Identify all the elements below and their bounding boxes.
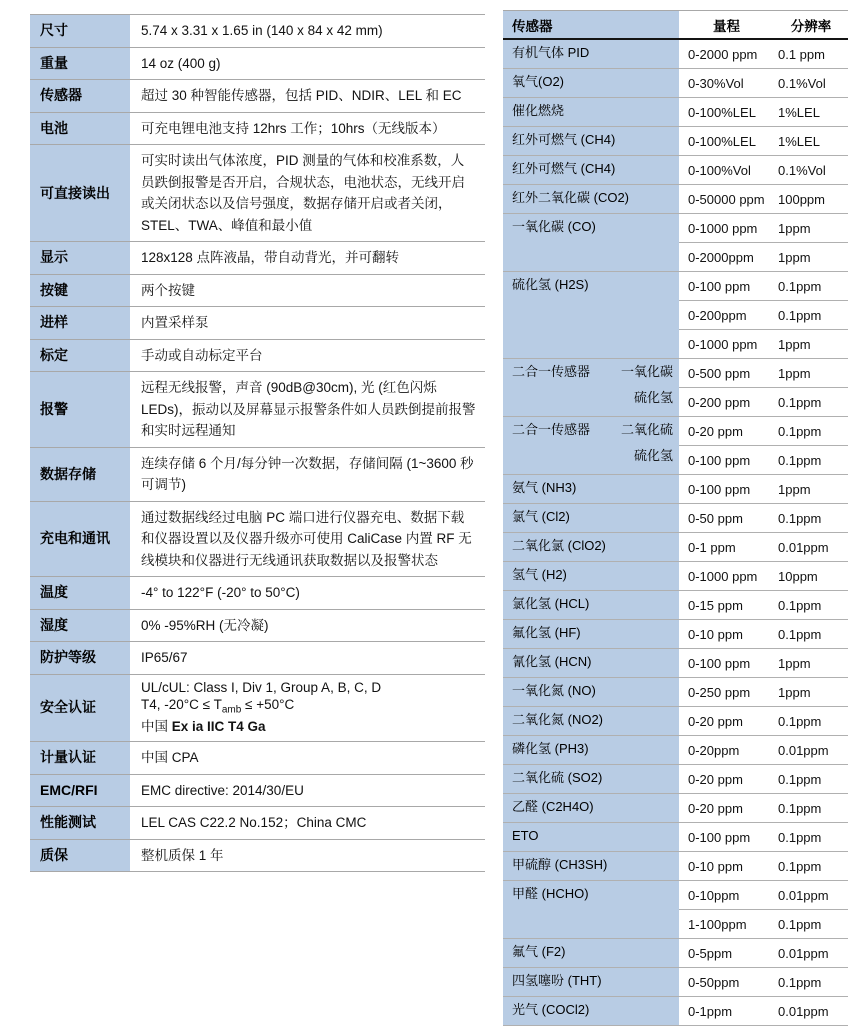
range-value: 0-20ppm [679, 736, 774, 765]
spec-label: 传感器 [30, 80, 130, 113]
sensor-name: 二氧化氯 (ClO2) [503, 533, 679, 562]
range-value: 0-10ppm [679, 881, 774, 910]
range-value: 0-100%LEL [679, 98, 774, 127]
sensor-row [503, 823, 848, 852]
range-value: 0-200ppm [679, 301, 774, 330]
range-value: 0-500 ppm [679, 359, 774, 388]
resolution-value: 1ppm [774, 475, 848, 504]
spec-label: 计量认证 [30, 742, 130, 775]
spec-value: 手动或自动标定平台 [130, 339, 485, 372]
spec-value: 远程无线报警，声音 (90dB@30cm), 光 (红色闪烁 LEDs)，振动以及屏幕显示报警条件如人员跌倒提前报警和实时远程通知 [130, 372, 485, 448]
resolution-value: 10ppm [774, 562, 848, 591]
range-value: 0-10 ppm [679, 620, 774, 649]
sensor-row [503, 533, 848, 562]
resolution-value: 0.01ppm [774, 881, 848, 910]
spec-label: 安全认证 [30, 674, 130, 742]
range-column-header: 量程 [679, 11, 774, 40]
spec-value: UL/cUL: Class I, Div 1, Group A, B, C, D T4, $-20^\circ C \le T_{amb} \le +50^\circ C$ 中国 Ex ia IIC T4 Ga [130, 674, 485, 742]
range-value: 0-10 ppm [679, 852, 774, 881]
spec-label: 报警 [30, 372, 130, 448]
sensor-combo-gas-2: 硫化氢 [633, 448, 673, 463]
sensor-row [503, 359, 848, 388]
range-value: 0-1ppm [679, 997, 774, 1026]
sensor-column-header: 传感器 [503, 11, 679, 40]
sensor-name: 催化燃烧 [503, 98, 679, 127]
range-value: 0-100 ppm [679, 446, 774, 475]
range-value: 0-2000 ppm [679, 39, 774, 69]
resolution-value: 1ppm [774, 649, 848, 678]
range-value: 0-20 ppm [679, 794, 774, 823]
subscript-text: amb [221, 704, 242, 716]
spec-row [30, 242, 485, 275]
sensor-name: 光气 (COCl2) [503, 997, 679, 1026]
resolution-column-header: 分辨率 [774, 11, 848, 40]
spec-value: 两个按键 [130, 274, 485, 307]
spec-row [30, 145, 485, 242]
sensor-name: 甲硫醇 (CH3SH) [503, 852, 679, 881]
spec-value: 14 oz (400 g) [130, 47, 485, 80]
resolution-value: 100ppm [774, 185, 848, 214]
spec-row [30, 577, 485, 610]
spec-value: 中国 CPA [130, 742, 485, 775]
resolution-value: 0.1ppm [774, 388, 848, 417]
sensor-name [503, 417, 679, 475]
sensor-name [503, 359, 679, 417]
resolution-value: 0.1ppm [774, 823, 848, 852]
sensor-row [503, 997, 848, 1026]
spec-row [30, 807, 485, 840]
spec-row [30, 274, 485, 307]
range-value: 0-50000 ppm [679, 185, 774, 214]
range-value: 0-50ppm [679, 968, 774, 997]
spec-label: 充电和通讯 [30, 501, 130, 577]
resolution-value: 1ppm [774, 243, 848, 272]
range-value: 0-2000ppm [679, 243, 774, 272]
spec-value: 通过数据线经过电脑 PC 端口进行仪器充电、数据下载和仪器设置以及仪器升级亦可使用 CaliCase 内置 RF 无线模块和仪器进行无线通讯获取数据以及报警状态 [130, 501, 485, 577]
range-value: 0-1000 ppm [679, 214, 774, 243]
sensor-row [503, 185, 848, 214]
sensor-row [503, 794, 848, 823]
spec-value: 内置采样泵 [130, 307, 485, 340]
resolution-value: 0.1ppm [774, 591, 848, 620]
sensor-combo-gas-1: 一氧化碳 [620, 364, 673, 379]
spec-row [30, 47, 485, 80]
spec-value: 连续存储 6 个月/每分钟一次数据，存储间隔 (1~3600 秒可调节) [130, 447, 485, 501]
spec-label: 按键 [30, 274, 130, 307]
sensor-name: 一氧化氮 (NO) [503, 678, 679, 707]
range-value: 0-30%Vol [679, 69, 774, 98]
sensor-row [503, 39, 848, 69]
sensor-row [503, 765, 848, 794]
spec-row [30, 501, 485, 577]
sensor-combo-line [512, 359, 673, 385]
resolution-value: 0.1ppm [774, 620, 848, 649]
range-value: 0-100 ppm [679, 475, 774, 504]
sensor-name: 氟气 (F2) [503, 939, 679, 968]
resolution-value: 0.01ppm [774, 736, 848, 765]
sensor-name: 甲醛 (HCHO) [503, 881, 679, 939]
spec-value: IP65/67 [130, 642, 485, 675]
range-value: 0-20 ppm [679, 707, 774, 736]
sensor-row [503, 504, 848, 533]
range-value: 0-100 ppm [679, 649, 774, 678]
sensor-row [503, 475, 848, 504]
spec-value: EMC directive: 2014/30/EU [130, 774, 485, 807]
resolution-value: 0.1ppm [774, 504, 848, 533]
resolution-value: 0.1ppm [774, 446, 848, 475]
specifications-table [30, 14, 485, 872]
resolution-value: 1ppm [774, 214, 848, 243]
spec-row [30, 80, 485, 113]
spec-row [30, 742, 485, 775]
spec-row [30, 674, 485, 742]
spec-label: 进样 [30, 307, 130, 340]
resolution-value: 1ppm [774, 678, 848, 707]
range-value: 0-100 ppm [679, 823, 774, 852]
spec-value: LEL CAS C22.2 No.152；China CMC [130, 807, 485, 840]
sensor-row [503, 678, 848, 707]
spec-value: 可实时读出气体浓度，PID 测量的气体和校准系数，人员跌倒报警是否开启，合规状态，电池状态，无线开启或关闭状态以及信号强度，数据存储开启或者关闭，STEL、TWA、峰值和最小值 [130, 145, 485, 242]
resolution-value: 1ppm [774, 330, 848, 359]
spec-value: 整机质保 1 年 [130, 839, 485, 872]
resolution-value: 1%LEL [774, 98, 848, 127]
sensor-name: 二氧化硫 (SO2) [503, 765, 679, 794]
sensor-name: 四氢噻吩 (THT) [503, 968, 679, 997]
sensor-row [503, 98, 848, 127]
sensor-name: 氧气(O2) [503, 69, 679, 98]
spec-value: 超过 30 种智能传感器，包括 PID、NDIR、LEL 和 EC [130, 80, 485, 113]
sensor-name: 红外二氧化碳 (CO2) [503, 185, 679, 214]
sensor-name: 氢气 (H2) [503, 562, 679, 591]
spec-label: 可直接读出 [30, 145, 130, 242]
spec-label: 性能测试 [30, 807, 130, 840]
range-value: 0-1000 ppm [679, 562, 774, 591]
range-value: 0-200 ppm [679, 388, 774, 417]
sensor-name: 红外可燃气 (CH4) [503, 156, 679, 185]
range-value: 0-100%LEL [679, 127, 774, 156]
sensor-row [503, 127, 848, 156]
spec-label: 显示 [30, 242, 130, 275]
resolution-value: 0.1ppm [774, 968, 848, 997]
resolution-value: 0.01ppm [774, 533, 848, 562]
range-value: 1-100ppm [679, 910, 774, 939]
range-value: 0-100%Vol [679, 156, 774, 185]
spec-row [30, 112, 485, 145]
spec-row [30, 15, 485, 48]
range-value: 0-20 ppm [679, 765, 774, 794]
sensor-combo-line [512, 417, 673, 443]
sensor-range-table [503, 10, 848, 1026]
spec-value: 128x128 点阵液晶，带自动背光，并可翻转 [130, 242, 485, 275]
sensor-combo-label: 二合一传感器 [512, 364, 591, 379]
resolution-value: 0.01ppm [774, 997, 848, 1026]
sensor-row [503, 591, 848, 620]
resolution-value: 0.1ppm [774, 910, 848, 939]
resolution-value: 0.1%Vol [774, 156, 848, 185]
sensor-row [503, 939, 848, 968]
spec-value: 0% -95%RH (无冷凝) [130, 609, 485, 642]
resolution-value: 0.1ppm [774, 417, 848, 446]
spec-row [30, 372, 485, 448]
resolution-value: 1ppm [774, 359, 848, 388]
spec-value: -4° to 122°F (-20° to 50°C) [130, 577, 485, 610]
spec-label: 重量 [30, 47, 130, 80]
resolution-value: 0.1 ppm [774, 39, 848, 69]
spec-label: 湿度 [30, 609, 130, 642]
sensor-row [503, 620, 848, 649]
range-value: 0-100 ppm [679, 272, 774, 301]
sensor-name: 有机气体 PID [503, 39, 679, 69]
sensor-name: 氯化氢 (HCL) [503, 591, 679, 620]
range-value: 0-5ppm [679, 939, 774, 968]
sensor-combo-gas-2: 硫化氢 [633, 390, 673, 405]
sensor-row [503, 707, 848, 736]
sensor-name: 磷化氢 (PH3) [503, 736, 679, 765]
spec-label: 标定 [30, 339, 130, 372]
range-value: 0-20 ppm [679, 417, 774, 446]
sensor-name: 氨气 (NH3) [503, 475, 679, 504]
sensor-name: 硫化氢 (H2S) [503, 272, 679, 359]
spec-label: EMC/RFI [30, 774, 130, 807]
sensor-row [503, 852, 848, 881]
sensor-row [503, 156, 848, 185]
sensor-name: ETO [503, 823, 679, 852]
resolution-value: 0.1ppm [774, 765, 848, 794]
sensor-row [503, 736, 848, 765]
resolution-value: 0.1ppm [774, 301, 848, 330]
range-value: 0-1 ppm [679, 533, 774, 562]
sensor-row [503, 272, 848, 301]
spec-label: 数据存储 [30, 447, 130, 501]
sensor-name: 一氧化碳 (CO) [503, 214, 679, 272]
sensor-name: 氰化氢 (HCN) [503, 649, 679, 678]
spec-row [30, 339, 485, 372]
spec-label: 温度 [30, 577, 130, 610]
spec-row [30, 307, 485, 340]
spec-row [30, 839, 485, 872]
spec-label: 质保 [30, 839, 130, 872]
spec-row [30, 447, 485, 501]
spec-row [30, 774, 485, 807]
resolution-value: 0.1ppm [774, 272, 848, 301]
sensor-row [503, 417, 848, 446]
sensor-name: 二氧化氮 (NO2) [503, 707, 679, 736]
spec-row [30, 642, 485, 675]
resolution-value: 0.1ppm [774, 794, 848, 823]
range-value: 0-250 ppm [679, 678, 774, 707]
sensor-row [503, 562, 848, 591]
spec-label: 防护等级 [30, 642, 130, 675]
resolution-value: 1%LEL [774, 127, 848, 156]
spec-label: 电池 [30, 112, 130, 145]
sensor-table-header-row [503, 11, 848, 40]
spec-value: 5.74 x 3.31 x 1.65 in (140 x 84 x 42 mm) [130, 15, 485, 48]
resolution-value: 0.1ppm [774, 707, 848, 736]
sensor-row [503, 881, 848, 910]
resolution-value: 0.1%Vol [774, 69, 848, 98]
sensor-name: 氟化氢 (HF) [503, 620, 679, 649]
range-value: 0-15 ppm [679, 591, 774, 620]
range-value: 0-1000 ppm [679, 330, 774, 359]
sensor-row [503, 214, 848, 243]
sensor-row [503, 968, 848, 997]
sensor-row [503, 649, 848, 678]
resolution-value: 0.1ppm [774, 852, 848, 881]
sensor-name: 红外可燃气 (CH4) [503, 127, 679, 156]
sensor-name: 乙醛 (C2H4O) [503, 794, 679, 823]
spec-row [30, 609, 485, 642]
range-value: 0-50 ppm [679, 504, 774, 533]
resolution-value: 0.01ppm [774, 939, 848, 968]
sensor-row [503, 69, 848, 98]
bold-text: Ex ia IIC T4 Ga [171, 719, 266, 735]
sensor-name: 氯气 (Cl2) [503, 504, 679, 533]
sensor-combo-gas-1: 二氧化硫 [620, 422, 673, 437]
spec-label: 尺寸 [30, 15, 130, 48]
spec-value: 可充电锂电池支持 12hrs 工作；10hrs（无线版本） [130, 112, 485, 145]
sensor-combo-label: 二合一传感器 [512, 422, 591, 437]
